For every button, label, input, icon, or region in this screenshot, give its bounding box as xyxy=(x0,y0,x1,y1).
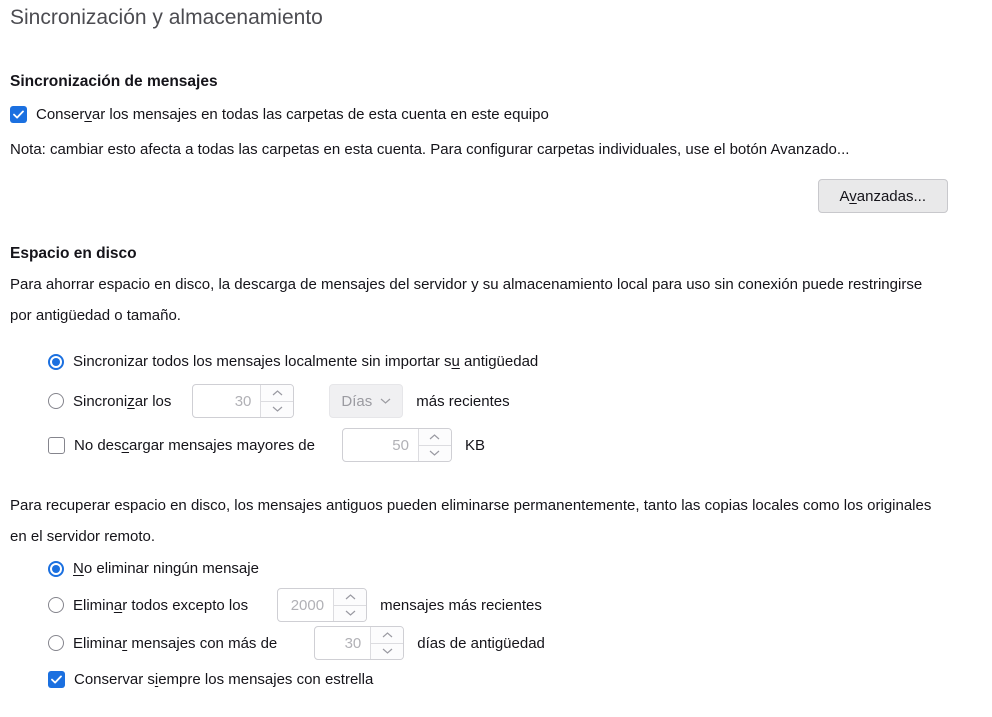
sync-recent-count-value[interactable]: 30 xyxy=(234,392,252,410)
sync-all-radio[interactable] xyxy=(48,354,64,370)
keep-starred-checkbox[interactable] xyxy=(48,671,65,688)
keep-messages-row xyxy=(10,106,982,123)
chevron-down-icon xyxy=(345,610,356,616)
chevron-down-icon xyxy=(429,450,440,456)
keep-recent-count-value[interactable]: 2000 xyxy=(290,596,325,614)
keep-recent-row xyxy=(48,588,982,622)
spinner-buttons xyxy=(418,429,451,461)
chevron-down-icon xyxy=(382,648,393,654)
size-limit-suffix: KB xyxy=(464,436,485,454)
no-delete-row xyxy=(48,560,982,577)
sync-recent-suffix: más recientes xyxy=(416,392,510,410)
disk-space-heading: Espacio en disco xyxy=(10,245,137,262)
spinner-buttons xyxy=(333,589,366,621)
size-limit-value[interactable]: 50 xyxy=(392,436,409,454)
no-delete-radio[interactable] xyxy=(48,561,64,577)
sync-recent-count-input[interactable] xyxy=(192,384,294,418)
chevron-up-icon xyxy=(272,390,283,396)
size-limit-input[interactable] xyxy=(342,428,452,462)
spinner-buttons xyxy=(260,385,293,417)
spin-down-button[interactable] xyxy=(371,643,403,660)
page-title: Sincronización y almacenamiento xyxy=(10,6,323,29)
size-limit-label[interactable]: No descargar mensajes mayores de xyxy=(74,436,315,454)
keep-starred-row xyxy=(48,671,982,688)
keep-recent-label[interactable]: Eliminar todos excepto los xyxy=(73,596,249,614)
sync-all-row xyxy=(48,353,982,370)
sync-recent-radio[interactable] xyxy=(48,393,64,409)
sync-note-text: Nota: cambiar esto afecta a todas las carpetas en esta cuenta. Para configurar carpetas individuales, use el botón Avanzado... xyxy=(10,141,850,158)
check-icon xyxy=(13,110,24,119)
spin-down-button[interactable] xyxy=(419,445,451,462)
dropdown-selected-value: Días xyxy=(341,392,373,410)
keep-messages-checkbox[interactable] xyxy=(10,106,27,123)
no-delete-label[interactable]: No eliminar ningún mensaje xyxy=(73,560,259,577)
spin-up-button[interactable] xyxy=(419,429,451,445)
chevron-up-icon xyxy=(382,632,393,638)
check-icon xyxy=(51,675,62,684)
purge-intro-text: Para recuperar espacio en disco, los mensajes antiguos pueden eliminarse permanentemente, tanto las copias locales como los originales en el servidor remoto. xyxy=(10,497,932,545)
delete-old-suffix: días de antigüedad xyxy=(417,634,545,652)
spinner-buttons xyxy=(370,627,403,659)
chevron-up-icon xyxy=(429,434,440,440)
message-sync-heading: Sincronización de mensajes xyxy=(10,73,218,90)
chevron-up-icon xyxy=(345,594,356,600)
delete-old-row xyxy=(48,626,982,660)
size-limit-row xyxy=(48,428,982,462)
delete-old-radio[interactable] xyxy=(48,635,64,651)
keep-messages-label[interactable]: Conservar los mensajes en todas las carpetas de esta cuenta en este equipo xyxy=(36,106,549,123)
spin-up-button[interactable] xyxy=(371,627,403,643)
keep-recent-count-input[interactable] xyxy=(277,588,367,622)
chevron-down-icon xyxy=(380,398,391,404)
sync-all-label[interactable]: Sincronizar todos los mensajes localmente sin importar su antigüedad xyxy=(73,353,539,370)
keep-starred-label[interactable]: Conservar siempre los mensajes con estrella xyxy=(74,671,374,688)
chevron-down-icon xyxy=(272,406,283,412)
keep-recent-suffix: mensajes más recientes xyxy=(380,596,542,614)
advanced-button-row xyxy=(10,179,982,213)
spin-down-button[interactable] xyxy=(334,605,366,622)
advanced-button[interactable]: Avanzadas... xyxy=(818,179,948,213)
keep-recent-radio[interactable] xyxy=(48,597,64,613)
disk-space-intro-text: Para ahorrar espacio en disco, la descarga de mensajes del servidor y su almacenamiento local para uso sin conexión puede restringirse por antigüedad o tamaño. xyxy=(10,276,923,324)
spin-up-button[interactable] xyxy=(334,589,366,605)
delete-old-label[interactable]: Eliminar mensajes con más de xyxy=(73,634,278,652)
delete-old-days-input[interactable] xyxy=(314,626,404,660)
spin-down-button[interactable] xyxy=(261,401,293,418)
sync-recent-unit-dropdown[interactable] xyxy=(329,384,403,418)
size-limit-checkbox[interactable] xyxy=(48,437,65,454)
sync-recent-label[interactable]: Sincronizar los xyxy=(73,392,172,410)
sync-recent-row xyxy=(48,384,982,418)
delete-old-days-value[interactable]: 30 xyxy=(344,634,362,652)
spin-up-button[interactable] xyxy=(261,385,293,401)
